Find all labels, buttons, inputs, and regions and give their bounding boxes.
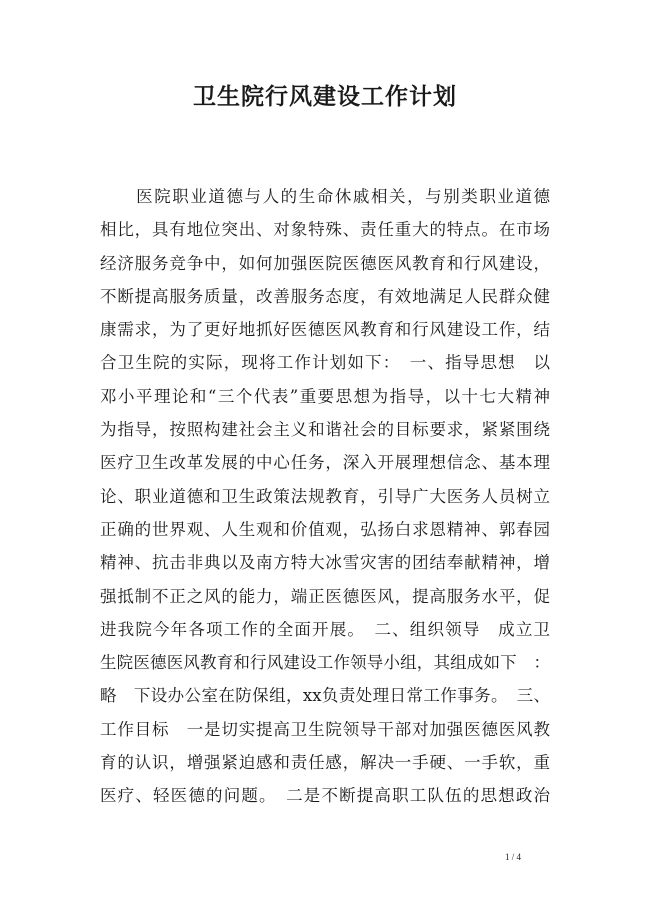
body-line: 论、职业道德和卫生政策法规教育，引导广大医务人员树立 bbox=[100, 486, 550, 506]
body-line: 合卫生院的实际，现将工作计划如下： 一、指导思想 以 bbox=[100, 353, 550, 373]
body-line: 正确的世界观、人生观和价值观，弘扬白求恩精神、郭春园 bbox=[100, 519, 550, 539]
body-line: 相比，具有地位突出、对象特殊、责任重大的特点。在市场 bbox=[100, 220, 550, 240]
body-line: 为指导，按照构建社会主义和谐社会的目标要求，紧紧围绕 bbox=[100, 420, 550, 440]
page-number: 1 / 4 bbox=[505, 852, 522, 862]
body-line: 略 下设办公室在防保组，xx负责处理日常工作事务。 三、 bbox=[100, 686, 550, 706]
body-line: 医疗、轻医德的问题。 二是不断提高职工队伍的思想政治 bbox=[100, 786, 550, 806]
document-body bbox=[100, 180, 550, 813]
body-line: 医疗卫生改革发展的中心任务，深入开展理想信念、基本理 bbox=[100, 453, 550, 473]
body-line: 康需求，为了更好地抓好医德医风教育和行风建设工作，结 bbox=[100, 320, 550, 340]
body-line: 生院医德医风教育和行风建设工作领导小组，其组成如下 ： bbox=[100, 653, 550, 673]
body-line: 强抵制不正之风的能力，端正医德医风，提高服务水平，促 bbox=[100, 586, 550, 606]
body-line: 进我院今年各项工作的全面开展。 二、组织领导 成立卫 bbox=[100, 619, 550, 639]
body-line: 精神、抗击非典以及南方特大冰雪灾害的团结奉献精神，增 bbox=[100, 553, 550, 573]
body-line: 邓小平理论和“三个代表”重要思想为指导，以十七大精神 bbox=[100, 386, 550, 406]
body-line: 工作目标 一是切实提高卫生院领导干部对加强医德医风教 bbox=[100, 719, 550, 739]
body-line: 育的认识，增强紧迫感和责任感，解决一手硬、一手软，重 bbox=[100, 753, 550, 773]
body-line: 医院职业道德与人的生命休戚相关，与别类职业道德 bbox=[100, 187, 550, 206]
document-title: 卫生院行风建设工作计划 bbox=[193, 83, 457, 110]
body-line: 不断提高服务质量，改善服务态度，有效地满足人民群众健 bbox=[100, 286, 550, 306]
body-line: 经济服务竞争中，如何加强医院医德医风教育和行风建设， bbox=[100, 253, 550, 273]
